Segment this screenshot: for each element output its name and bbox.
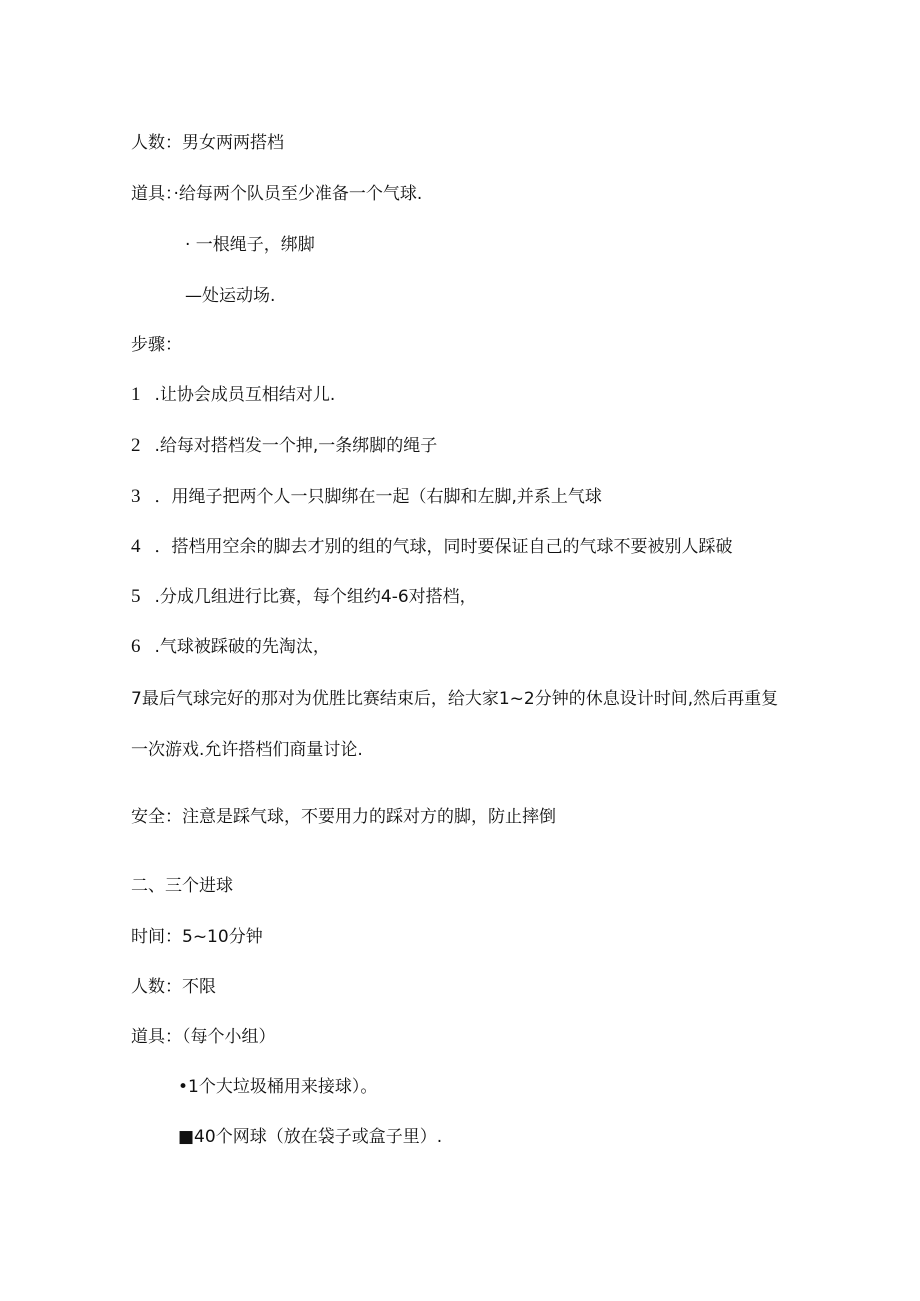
step-7-line1: 7最后气球完好的那对为优胜比赛结束后，给大家1~2分钟的休息设计时间,然后再重复 bbox=[131, 689, 779, 709]
step-2 bbox=[131, 434, 437, 458]
step-4 bbox=[131, 535, 733, 559]
game1-people: 人数：男女两两搭档 bbox=[131, 133, 284, 153]
section-title: 二、三个进球 bbox=[131, 876, 233, 896]
step-number: 1 bbox=[131, 384, 141, 405]
game1-props-line3: —处运动场. bbox=[185, 286, 276, 306]
step-1 bbox=[131, 383, 335, 407]
step-text: .分成几组进行比赛，每个组约4-6对搭档， bbox=[154, 587, 477, 607]
game2-people: 人数：不限 bbox=[131, 977, 216, 997]
step-5 bbox=[131, 585, 477, 609]
game2-prop-item-2: ■40个网球（放在袋子或盒子里）. bbox=[178, 1127, 443, 1147]
step-7-line2: 一次游戏.允许搭档们商量讨论. bbox=[131, 740, 363, 760]
game1-props-line1: 道具：·给每两个队员至少准备一个气球. bbox=[131, 184, 423, 204]
step-text: .让协会成员互相结对儿. bbox=[154, 385, 336, 405]
step-number: 6 bbox=[131, 636, 141, 657]
step-number: 2 bbox=[131, 435, 141, 456]
step-3 bbox=[131, 485, 602, 509]
game2-props: 道具：（每个小组） bbox=[131, 1027, 276, 1047]
step-text: ．用绳子把两个人一只脚绑在一起（右脚和左脚,并系上气球 bbox=[154, 487, 602, 507]
step-number: 3 bbox=[131, 486, 141, 507]
step-number: 5 bbox=[131, 586, 141, 607]
step-6 bbox=[131, 635, 330, 659]
step-text: ．搭档用空余的脚去才别的组的气球，同时要保证自己的气球不要被别人踩破 bbox=[154, 537, 733, 557]
game1-props-line2: · 一根绳子，绑脚 bbox=[185, 235, 315, 255]
steps-heading: 步骤： bbox=[131, 335, 182, 355]
step-text: .给每对搭档发一个抻,一条绑脚的绳子 bbox=[154, 436, 438, 456]
game2-time: 时间：5~10分钟 bbox=[131, 927, 263, 947]
step-text: .气球被踩破的先淘汰， bbox=[154, 637, 330, 657]
game2-prop-item-1: •1个大垃圾桶用来接球）。 bbox=[178, 1077, 378, 1097]
safety-note: 安全：注意是踩气球，不要用力的踩对方的脚，防止摔倒 bbox=[131, 807, 556, 827]
step-number: 4 bbox=[131, 536, 141, 557]
